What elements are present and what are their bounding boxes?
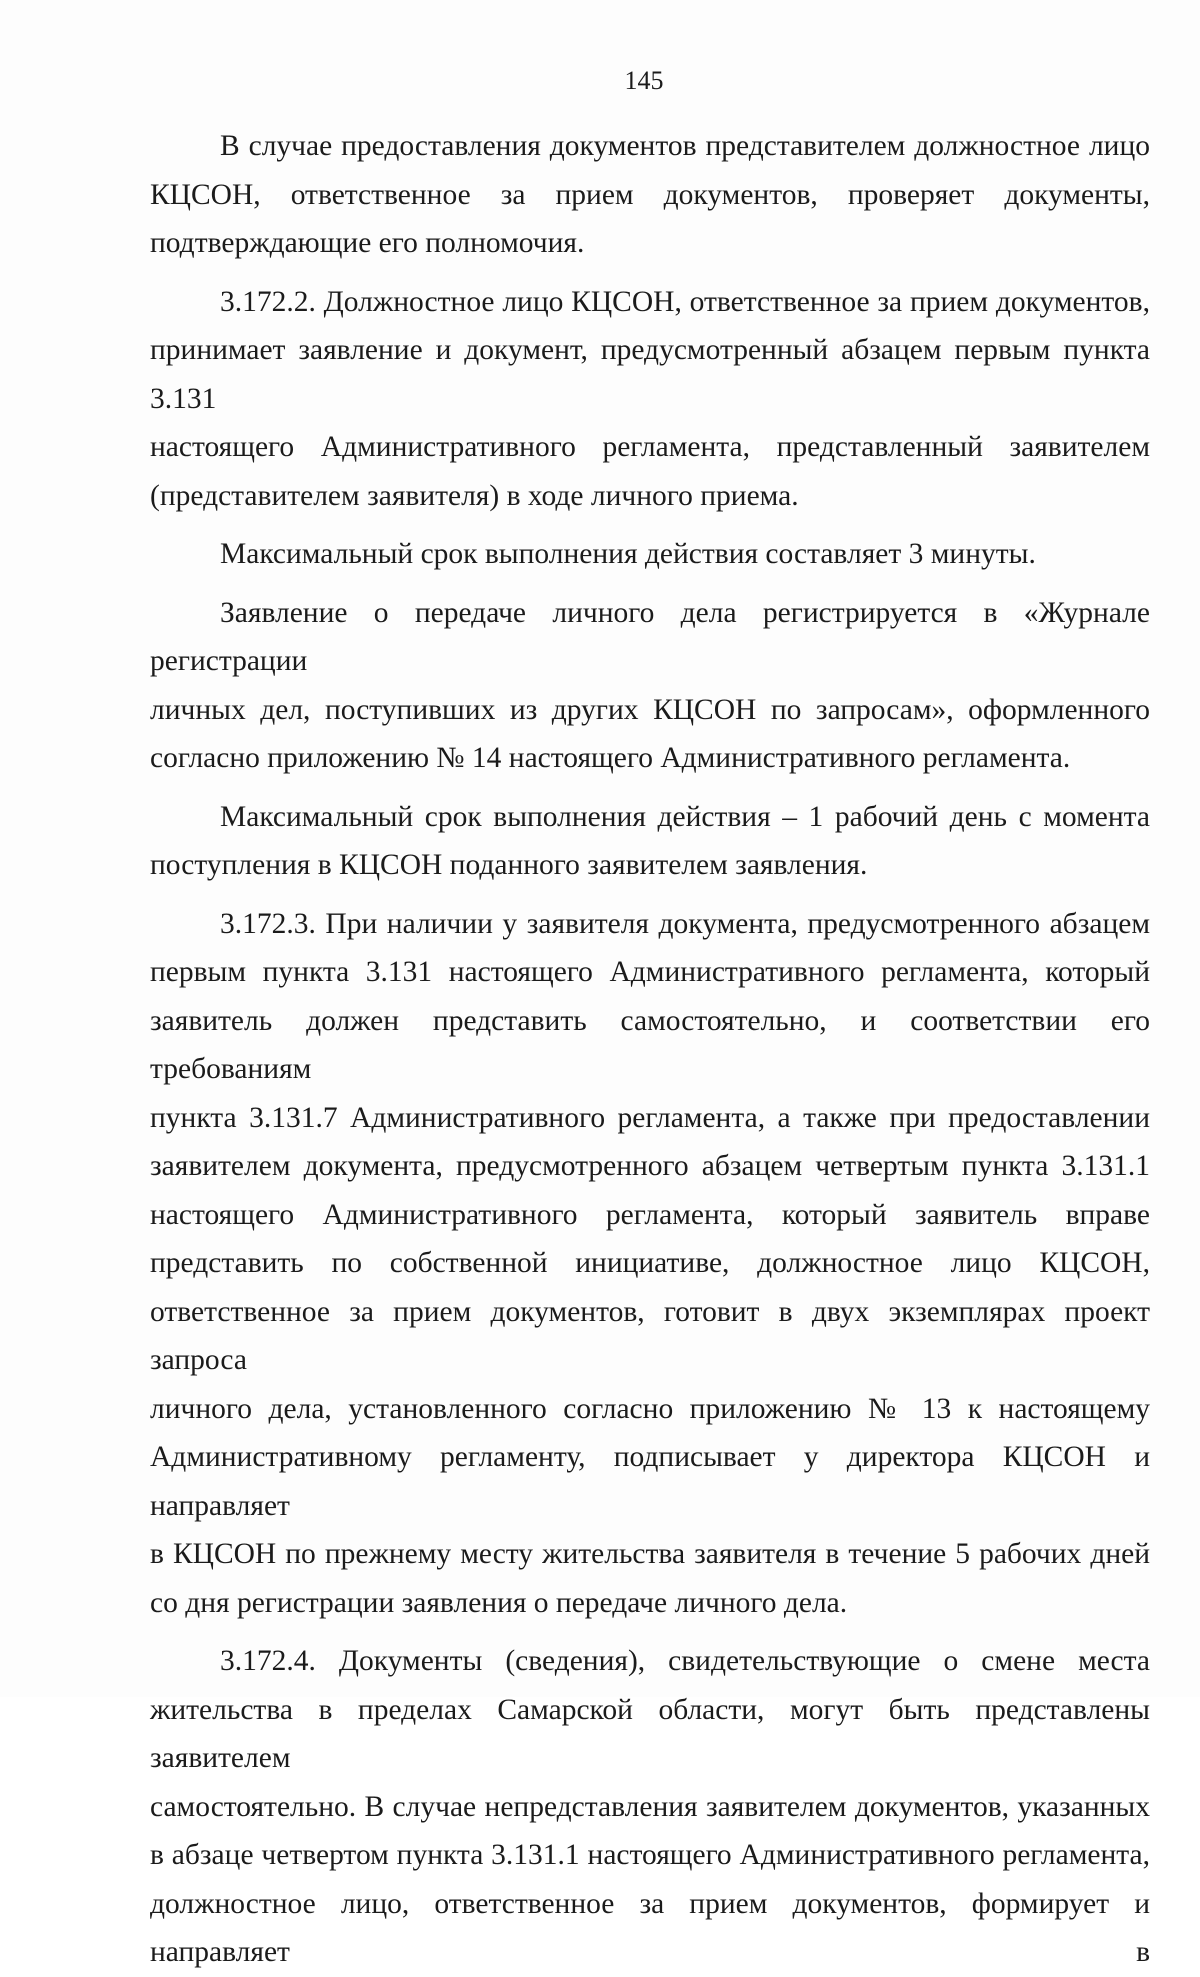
text-line: Заявление о передаче личного дела регистрируется в «Журнале регистрации <box>150 596 1150 677</box>
page-number: 145 <box>624 66 664 95</box>
text-line: со дня регистрации заявления о передаче личного дела. <box>150 1586 848 1619</box>
document-body <box>150 122 1150 1977</box>
text-line: должностное лицо, ответственное за прием документов, формирует и направляет в <box>150 1887 1150 1968</box>
text-line: в КЦСОН по прежнему месту жительства заявителя в течение 5 рабочих дней <box>150 1538 1150 1570</box>
text-line: Административному регламенту, подписывает у директора КЦСОН и направляет <box>150 1441 1150 1522</box>
text-line: первым пункта 3.131 настоящего Административного регламента, который <box>150 956 1150 988</box>
paragraph-3-172-3 <box>150 900 1150 1628</box>
text-line: заявитель должен представить самостоятельно, и соответствии его требованиям <box>150 1004 1150 1085</box>
text-line: подтверждающие его полномочия. <box>150 227 585 259</box>
text-line: в абзаце четвертом пункта 3.131.1 настоящего Административного регламента, <box>150 1839 1150 1871</box>
text-line: настоящего Административного регламента, представленный заявителем <box>150 431 1150 463</box>
paragraph-max-time-1-day <box>150 793 1150 890</box>
paragraph-3-172-4 <box>150 1637 1150 1977</box>
text-line: представить по собственной инициативе, должностное лицо КЦСОН, <box>150 1247 1150 1279</box>
text-line: 3.172.2. Должностное лицо КЦСОН, ответственное за прием документов, <box>220 285 1150 318</box>
text-line: настоящего Административного регламента, который заявитель вправе <box>150 1198 1150 1231</box>
text-line: поступления в КЦСОН поданного заявителем заявления. <box>150 849 868 881</box>
text-line: ответственное за прием документов, готовит в двух экземплярах проект запроса <box>150 1295 1150 1376</box>
text-line: принимает заявление и документ, предусмотренный абзацем первым пункта 3.131 <box>150 334 1150 415</box>
text-line: Максимальный срок выполнения действия – 1 рабочий день с момента <box>220 800 1150 833</box>
text-line: жительства в пределах Самарской области, могут быть представлены заявителем <box>150 1693 1150 1774</box>
paragraph-representative-documents <box>150 122 1150 268</box>
text-line: В случае предоставления документов представителем должностное лицо <box>220 130 1150 162</box>
text-line: личного дела, установленного согласно приложению № 13 к настоящему <box>150 1392 1150 1425</box>
text-line: Максимальный срок выполнения действия составляет 3 минуты. <box>220 538 1036 570</box>
text-line: (представителем заявителя) в ходе личного приема. <box>150 479 799 512</box>
text-line: КЦСОН, ответственное за прием документов, проверяет документы, <box>150 178 1150 211</box>
text-line: 3.172.3. При наличии у заявителя документа, предусмотренного абзацем <box>220 907 1150 940</box>
paragraph-3-172-2 <box>150 278 1150 521</box>
paragraph-max-time-3-minutes <box>150 530 1150 579</box>
text-line: личных дел, поступивших из других КЦСОН по запросам», оформленного <box>150 693 1150 726</box>
text-line: пункта 3.131.7 Административного регламента, а также при предоставлении <box>150 1101 1150 1134</box>
text-line: самостоятельно. В случае непредставления заявителем документов, указанных <box>150 1790 1150 1823</box>
text-line: 3.172.4. Документы (сведения), свидетельствующие о смене места <box>220 1645 1150 1677</box>
text-line: согласно приложению № 14 настоящего Административного регламента. <box>150 742 1071 774</box>
paragraph-registration-journal <box>150 589 1150 783</box>
text-line: заявителем документа, предусмотренного абзацем четвертым пункта 3.131.1 <box>150 1150 1150 1182</box>
